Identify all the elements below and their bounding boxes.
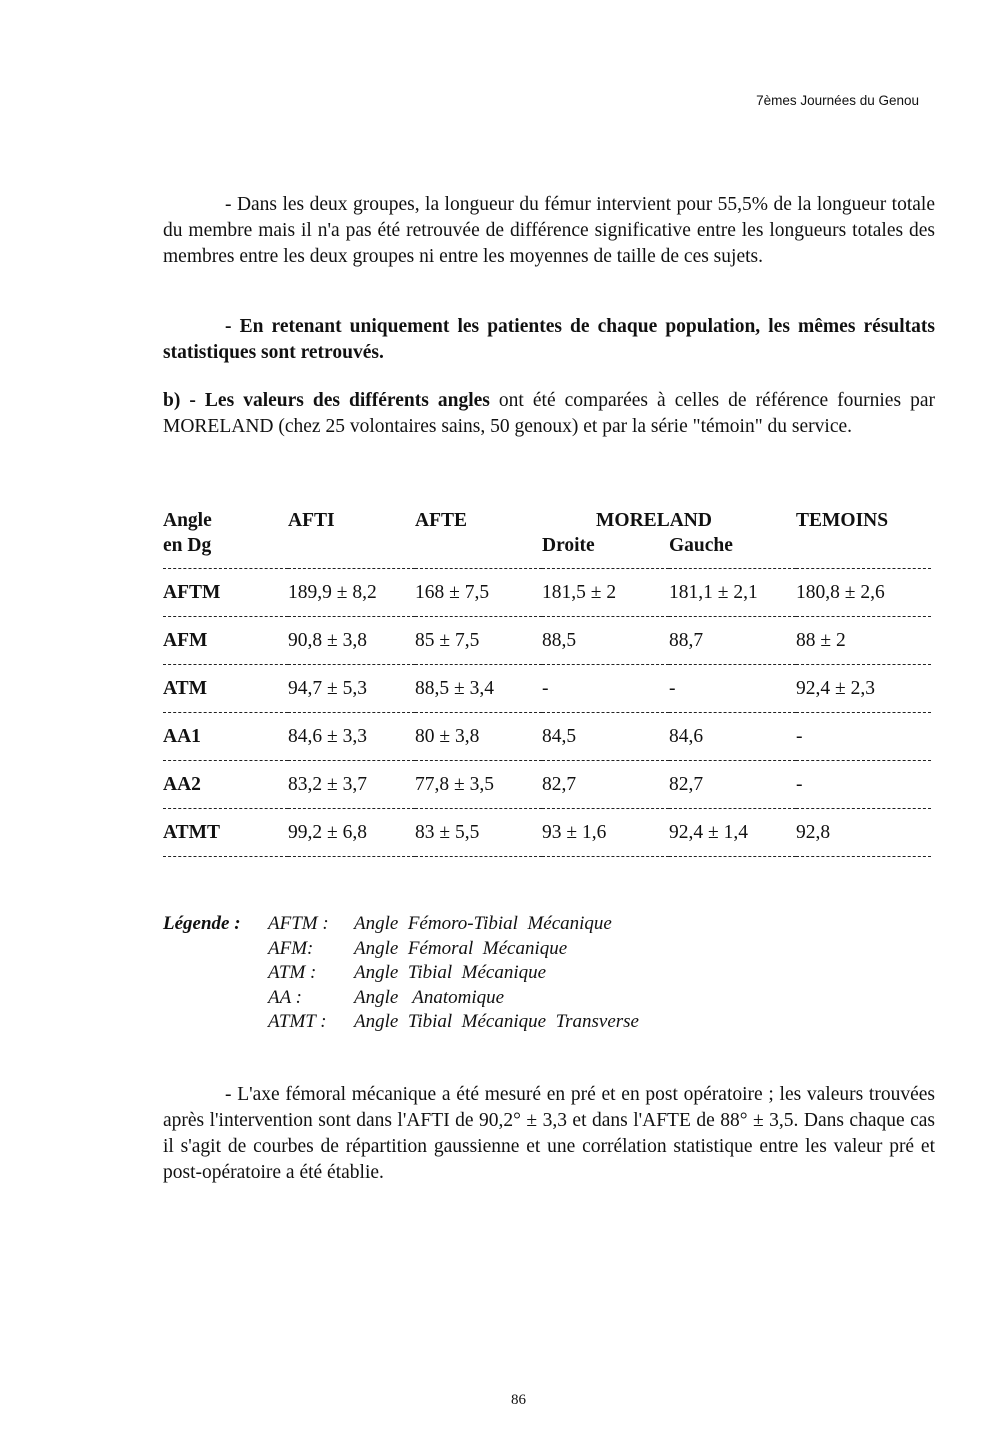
cell-angle-name: AA2 (163, 761, 288, 809)
paragraph-femur-length: - Dans les deux groupes, la longueur du fémur intervient pour 55,5% de la longueur totale du membre mais il n'a pas été retrouvée de différence significative entre les longueurs totales des membres entre les deux groupes ni entre les moyennes de taille de ces sujets. (163, 194, 935, 267)
cell-droite: - (542, 665, 669, 713)
header-droite: Droite (542, 535, 595, 556)
cell-afte: 168 ± 7,5 (415, 569, 542, 617)
header-moreland: MORELAND (596, 510, 712, 531)
cell-gauche: 84,6 (669, 713, 796, 761)
cell-gauche: - (669, 665, 796, 713)
table-row (163, 713, 931, 761)
angles-table (163, 508, 931, 857)
cell-afte: 83 ± 5,5 (415, 809, 542, 857)
table-header-row-1 (163, 508, 931, 533)
table-row (163, 665, 931, 713)
table-row (163, 569, 931, 617)
cell-afti: 83,2 ± 3,7 (288, 761, 415, 809)
legend-desc: Angle Tibial Mécanique Transverse (354, 1011, 639, 1032)
cell-gauche: 92,4 ± 1,4 (669, 809, 796, 857)
cell-droite: 82,7 (542, 761, 669, 809)
cell-temoins: - (796, 713, 931, 761)
paragraph-patients-only (163, 314, 935, 366)
legend-abbr: AFM: (268, 937, 314, 959)
paragraph-angle-values-bold: b) - Les valeurs des différents angles (163, 390, 490, 411)
legend-item (163, 912, 639, 937)
cell-afte: 80 ± 3,8 (415, 713, 542, 761)
legend-item (163, 937, 639, 962)
table-row (163, 809, 931, 857)
cell-angle-name: AFTM (163, 569, 288, 617)
header-afti: AFTI (288, 510, 335, 531)
legend-abbr: ATMT : (268, 1011, 327, 1032)
cell-temoins: - (796, 761, 931, 809)
paragraph-patients-only-text: - En retenant uniquement les patientes de chaque population, les mêmes résultats statistiques sont retrouvés. (163, 316, 935, 363)
running-header: 7èmes Journées du Genou (756, 93, 919, 108)
cell-afte: 85 ± 7,5 (415, 617, 542, 665)
table-separator (163, 558, 931, 569)
legend-abbr: AFTM : (268, 913, 329, 934)
cell-temoins: 88 ± 2 (796, 617, 931, 665)
cell-afti: 99,2 ± 6,8 (288, 809, 415, 857)
header-temoins: TEMOINS (796, 510, 889, 531)
legend-desc: Angle Fémoro-Tibial Mécanique (354, 913, 612, 934)
cell-droite: 88,5 (542, 617, 669, 665)
cell-angle-name: AA1 (163, 713, 288, 761)
cell-afte: 77,8 ± 3,5 (415, 761, 542, 809)
table-header-row-2 (163, 533, 931, 558)
legend (163, 912, 639, 1035)
header-afte: AFTE (415, 510, 468, 531)
legend-item (163, 961, 639, 986)
cell-temoins: 92,4 ± 2,3 (796, 665, 931, 713)
cell-afti: 189,9 ± 8,2 (288, 569, 415, 617)
cell-droite: 93 ± 1,6 (542, 809, 669, 857)
header-gauche: Gauche (669, 535, 733, 556)
cell-afti: 94,7 ± 5,3 (288, 665, 415, 713)
legend-desc: Angle Tibial Mécanique (354, 962, 547, 983)
cell-angle-name: AFM (163, 617, 288, 665)
paragraph-angle-values-rest: ont été comparées à celles de référence fournies par MORELAND (chez 25 volontaires sains, 50 genoux) et par la série "témoin" du service. (163, 390, 935, 437)
legend-abbr: ATM : (268, 962, 317, 983)
cell-afte: 88,5 ± 3,4 (415, 665, 542, 713)
cell-gauche: 88,7 (669, 617, 796, 665)
cell-temoins: 92,8 (796, 809, 931, 857)
cell-afti: 90,8 ± 3,8 (288, 617, 415, 665)
table-row (163, 761, 931, 809)
page-number: 86 (511, 1392, 526, 1408)
cell-afti: 84,6 ± 3,3 (288, 713, 415, 761)
cell-angle-name: ATM (163, 665, 288, 713)
legend-item (163, 986, 639, 1011)
paragraph-femoral-axis: - L'axe fémoral mécanique a été mesuré en pré et en post opératoire ; les valeurs trouvées après l'intervention sont dans l'AFTI de 90,2° ± 3,3 et dans l'AFTE de 88° ± 3,5. Dans chaque cas il s'agit de courbes de répartition gaussienne et une corrélation statistique entre les valeur pré et post-opératoire a été établie. (163, 1084, 935, 1183)
header-angle: Angle (163, 510, 212, 531)
header-angle-unit: en Dg (163, 535, 212, 556)
cell-gauche: 82,7 (669, 761, 796, 809)
cell-temoins: 180,8 ± 2,6 (796, 569, 931, 617)
table-row (163, 617, 931, 665)
legend-item (163, 1010, 639, 1035)
legend-desc: Angle Anatomique (354, 986, 505, 1008)
legend-abbr: AA : (268, 986, 302, 1008)
legend-desc: Angle Fémoral Mécanique (354, 937, 568, 959)
paragraph-angle-values (163, 388, 935, 440)
cell-droite: 84,5 (542, 713, 669, 761)
cell-angle-name: ATMT (163, 809, 288, 857)
cell-droite: 181,5 ± 2 (542, 569, 669, 617)
cell-gauche: 181,1 ± 2,1 (669, 569, 796, 617)
legend-label: Légende : (163, 913, 241, 934)
